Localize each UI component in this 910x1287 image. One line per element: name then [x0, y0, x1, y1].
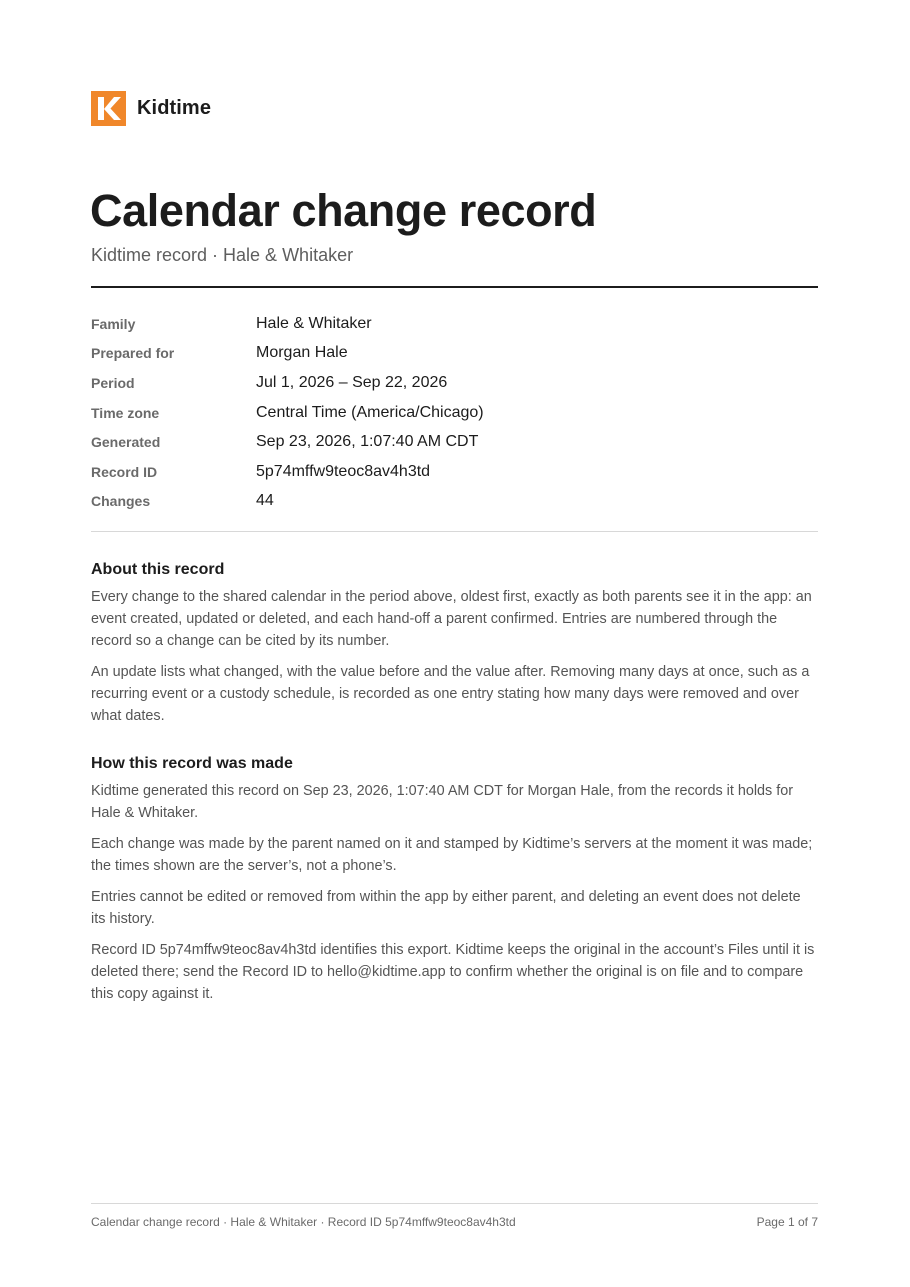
detail-label: Generated [91, 434, 161, 451]
section-paragraph: Each change was made by the parent named on it and stamped by Kidtime’s servers at the moment it was made; the times shown are the server’s, not a phone’s. [91, 836, 813, 874]
section-heading: About this record [91, 561, 225, 578]
detail-label: Period [91, 374, 135, 391]
page-subtitle: Kidtime record · Hale & Whitaker [91, 245, 354, 265]
detail-value: Sep 23, 2026, 1:07:40 AM CDT [256, 433, 479, 451]
detail-row-prepared-for [91, 339, 818, 369]
detail-value: 5p74mffw9teoc8av4h3td [256, 462, 431, 480]
detail-row-record-id [91, 457, 818, 487]
section-paragraph: Entries cannot be edited or removed from within the app by either parent, and deleting an event does not delete its history. [91, 889, 801, 927]
detail-row-generated [91, 427, 818, 457]
kidtime-logo-icon [91, 91, 126, 126]
details-divider [91, 531, 818, 532]
detail-label: Prepared for [91, 345, 175, 362]
section-paragraph: Kidtime generated this record on Sep 23, 2026, 1:07:40 AM CDT for Morgan Hale, from the records it holds for Hale & Whitaker. [91, 783, 794, 821]
detail-value: Central Time (America/Chicago) [256, 403, 484, 421]
how-made-section [91, 754, 818, 1014]
document-page [91, 0, 818, 1287]
footer-divider [91, 1203, 818, 1204]
detail-row-time-zone [91, 398, 818, 428]
detail-label: Family [91, 315, 136, 332]
detail-value: Morgan Hale [256, 344, 348, 362]
about-section [91, 560, 818, 736]
section-paragraph: An update lists what changed, with the value before and the value after. Removing many days at once, such as a recurring event or a custody schedule, is recorded as one entry stating how many days were removed and over what dates. [91, 664, 810, 724]
footer-record-info: Calendar change record · Hale & Whitaker · Record ID 5p74mffw9teoc8av4h3td [91, 1215, 516, 1229]
record-details-table [91, 309, 818, 516]
detail-value: 44 [256, 492, 274, 510]
detail-row-changes [91, 487, 818, 517]
section-paragraph: Every change to the shared calendar in the period above, oldest first, exactly as both parents see it in the app: an event created, updated or deleted, and each hand-off a parent confirmed. Entries are numbered through the record so a change can be cited by its number. [91, 589, 812, 649]
detail-row-family [91, 309, 818, 339]
header-divider [91, 286, 818, 288]
page-number: Page 1 of 7 [756, 1215, 818, 1229]
brand-name: Kidtime [137, 97, 212, 119]
brand-header [91, 91, 211, 126]
detail-label: Record ID [91, 463, 158, 480]
section-paragraph: Record ID 5p74mffw9teoc8av4h3td identifies this export. Kidtime keeps the original in the account’s Files until it is deleted there; send the Record ID to hello@kidtime.app to confirm whether the original is on file and to compare this copy against it. [91, 942, 815, 1002]
detail-value: Jul 1, 2026 – Sep 22, 2026 [256, 373, 448, 391]
detail-row-period [91, 368, 818, 398]
page-title: Calendar change record [90, 185, 597, 236]
detail-label: Changes [91, 493, 151, 510]
detail-value: Hale & Whitaker [256, 314, 372, 332]
section-heading: How this record was made [91, 755, 293, 772]
page-footer [91, 1214, 818, 1230]
detail-label: Time zone [91, 404, 160, 421]
